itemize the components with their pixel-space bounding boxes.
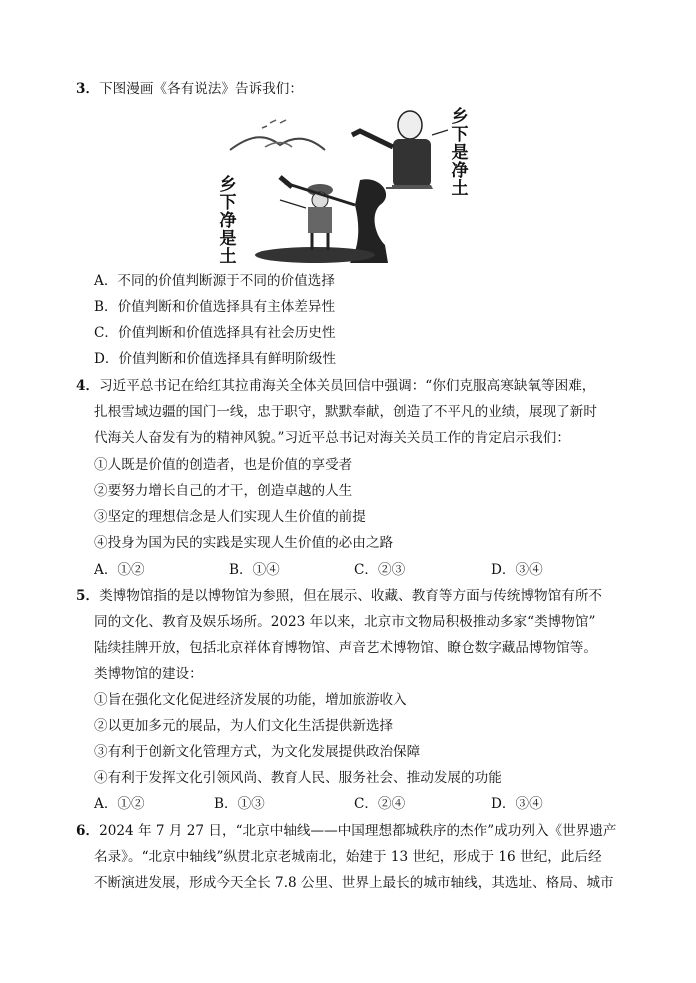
question-4-stem-line-2: 扎根雪域边疆的国门一线，忠于职守，默默奉献，创造了不平凡的业绩，展现了新时 (94, 404, 597, 420)
question-5-item-2: ②以更加多元的展品，为人们文化生活提供新选择 (94, 718, 394, 734)
question-4-item-1: ①人既是价值的创造者，也是价值的享受者 (94, 457, 353, 473)
question-3-number: 3． (76, 81, 100, 97)
question-4-choice-b: B．①④ (229, 562, 280, 578)
question-5-choices (94, 795, 654, 813)
man-body (393, 139, 431, 187)
question-3-option-d: D．价值判断和价值选择具有鲜明阶级性 (94, 351, 336, 367)
right-caption: 乡 下 是 净 土 (451, 107, 469, 199)
question-4-stem-line-3: 代海关人奋发有为的精神风貌。”习近平总书记对海关关员工作的肯定启示我们： (94, 430, 570, 446)
question-6-number: 6． (76, 823, 100, 839)
question-6-stem-line-3: 不断演进发展，形成今天全长 7.8 公里、世界上最长的城市轴线，其选址、格局、城市 (94, 875, 614, 891)
question-5-stem-line-4: 类博物馆的建设： (94, 666, 203, 682)
question-5-stem-line-1: 5．类博物馆指的是以博物馆为参照，但在展示、收藏、教育等方面与传统博物馆有所不 (76, 588, 603, 604)
question-3-stem (76, 80, 303, 98)
question-5-choice-d: D．③④ (491, 796, 543, 812)
question-4-choice-a: A．①② (94, 562, 145, 578)
ground (255, 247, 375, 263)
question-4-choices (94, 561, 654, 579)
question-3-option-b: B．价值判断和价值选择具有主体差异性 (94, 299, 336, 315)
question-3-option-c: C．价值判断和价值选择具有社会历史性 (94, 325, 336, 341)
question-5-number: 5． (76, 588, 100, 604)
left-caption: 乡 下 净 是 土 (219, 175, 237, 267)
question-5-choice-c: C．②④ (354, 796, 406, 812)
question-5-choice-b: B．①③ (214, 796, 265, 812)
question-4-item-2: ②要努力增长自己的才干，创造卓越的人生 (94, 483, 353, 499)
mountain-outline (230, 137, 325, 150)
question-5-item-4: ④有利于发挥文化引领风尚、教育人民、服务社会、推动发展的功能 (94, 770, 502, 786)
question-5-item-3: ③有利于创新文化管理方式，为文化发展提供政治保障 (94, 744, 421, 760)
cartoon-image (210, 105, 482, 263)
question-3-option-a: A．不同的价值判断源于不同的价值选择 (94, 273, 335, 289)
question-5-stem-line-3: 陆续挂牌开放，包括北京祥体育博物馆、声音艺术博物馆、瞭仓数字藏品博物馆等。 (94, 640, 597, 656)
question-4-stem-line-1: 4．习近平总书记在给红其拉甫海关全体关员回信中强调：“你们克服高寒缺氧等困难， (76, 378, 596, 394)
question-5-choice-a: A．①② (94, 796, 145, 812)
question-4-choice-c: C．②③ (354, 562, 406, 578)
question-6-stem-line-1: 6．2024 年 7 月 27 日，“北京中轴线——中国理想都城秩序的杰作”成功列入《世界遗产 (76, 823, 617, 839)
question-4-item-3: ③坚定的理想信念是人们实现人生价值的前提 (94, 509, 366, 525)
question-4-choice-d: D．③④ (491, 562, 543, 578)
birds-icon (262, 120, 286, 128)
question-5-item-1: ①旨在强化文化促进经济发展的功能，增加旅游收入 (94, 692, 407, 708)
question-5-stem-line-2: 同的文化、教育及娱乐场所。2023 年以来，北京市文物局积极推动多家“类博物馆” (94, 614, 596, 630)
boy-body (308, 207, 332, 233)
question-4-number: 4． (76, 378, 100, 394)
question-4-item-4: ④投身为国为民的实践是实现人生价值的必由之路 (94, 535, 394, 551)
question-3-text: 下图漫画《各有说法》告诉我们： (99, 81, 303, 97)
question-6-stem-line-2: 名录》。“北京中轴线”纵贯北京老城南北，始建于 13 世纪，形成于 16 世纪，此后经 (94, 849, 602, 865)
man-head (398, 111, 422, 139)
